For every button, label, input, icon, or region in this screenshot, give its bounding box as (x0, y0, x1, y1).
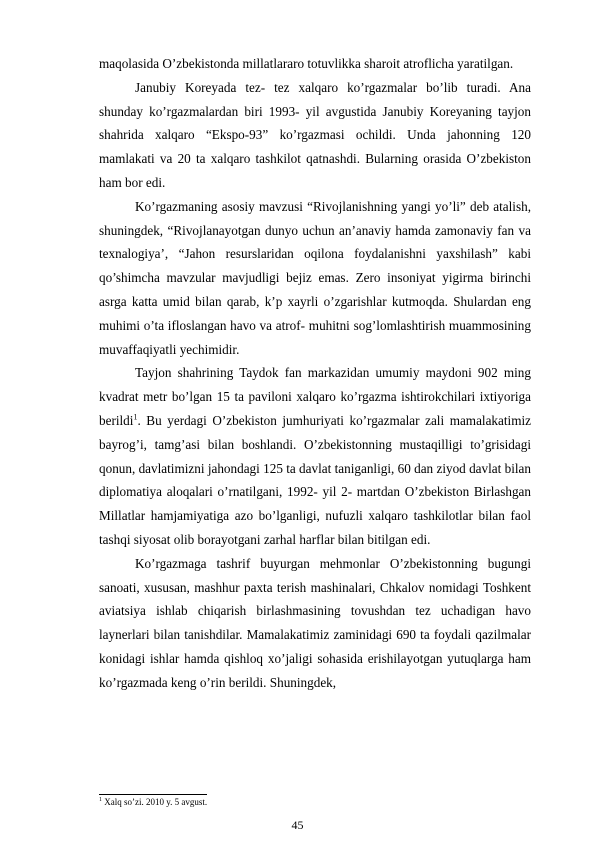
paragraph-taydok-pavilion (99, 361, 531, 551)
footnote-text: Xalq so’zi. 2010 y. 5 avgust. (102, 797, 208, 807)
footnote-marker: 1 (99, 797, 102, 803)
footnote-reference[interactable]: 1 (133, 412, 138, 422)
paragraph-text-before-footnote: Tayjon shahrining Taydok fan markazidan umumiy maydoni 902 ming kvadrat metr bo’lgan 15 ta paviloni xalqaro ko’rgazma ishtirokchilari ixtiyoriga berildi (99, 365, 531, 428)
paragraph-text-after-footnote: . Bu yerdagi O’zbekiston jumhuriyati ko’rgazmalar zali mamalakatimiz bayrog’i, tamg’asi bilan boshlandi. O’zbekistonning mustaqilligi to’grisidagi qonun, davlatimizni jahondagi 125 ta davlat taniganligi, 60 dan ziyod davlat bilan diplomatiya aloqalari o’rnatilgani, 1992- yil 2- martdan O’zbekiston Birlashgan Millatlar hamjamiyatiga azo bo’lganligi, nufuzli xalqaro tashkilotlar bilan faol tashqi siyosat olib borayotgani zarhal harflar bilan bitilgan edi. (99, 412, 531, 547)
paragraph-exhibition-theme: Ko’rgazmaning asosiy mavzusi “Rivojlanishning yangi yo’li” deb atalish, shuningdek, “Rivojlanayotgan dunyo uchun an’anaviy hamda zamonaviy fan va texnalogiya’, “Jahon resurslaridan oqilona foydalanishni yaxshilash” kabi qo’shimcha mavzular mavjudligi bejiz emas. Zero insoniyat yigirma birinchi asrga katta umid bilan qarab, k’p xayrli o’zgarishlar kutmoqda. Shulardan eng muhimi o’ta ifloslangan havo va atrof- muhitni sog’lomlashtirish muammosining muvaffaqiyatli yechimidir. (99, 198, 531, 357)
paragraph-visitors: Ko’rgazmaga tashrif buyurgan mehmonlar O’zbekistonning bugungi sanoati, xususan, mashhur paxta terish mashinalari, Chkalov nomidagi Toshkent aviatsiya ishlab chiqarish birlashmasining tovushdan tez uchadigan havo laynerlari bilan tanishdilar. Mamalakatimiz zaminidagi 690 ta foydali qazilmalar konidagi ishlar hamda qishloq xo’jaligi sohasida erishilayotgan yutuqlarga ham ko’rgazmada keng o’rin berildi. Shuningdek, (99, 555, 531, 690)
footnote (99, 797, 207, 808)
footnote-separator (99, 794, 207, 795)
page-number: 45 (291, 818, 304, 832)
paragraph-continuation: maqolasida O’zbekistonda millatlararo totuvlikka sharoit atroflicha yaratilgan. (99, 56, 514, 71)
paragraph-korea-expo: Janubiy Koreyada tez- tez xalqaro ko’rgazmalar bo’lib turadi. Ana shunday ko’rgazmalardan biri 1993- yil avgustida Janubiy Koreyaning tayjon shahrida xalqaro “Ekspo-93” ko’rgazmasi ochildi. Unda jahonning 120 mamlakati va 20 ta xalqaro tashkilot qatnashdi. Bularning orasida O’zbekiston ham bor edi. (99, 79, 531, 190)
document-body (99, 52, 531, 695)
